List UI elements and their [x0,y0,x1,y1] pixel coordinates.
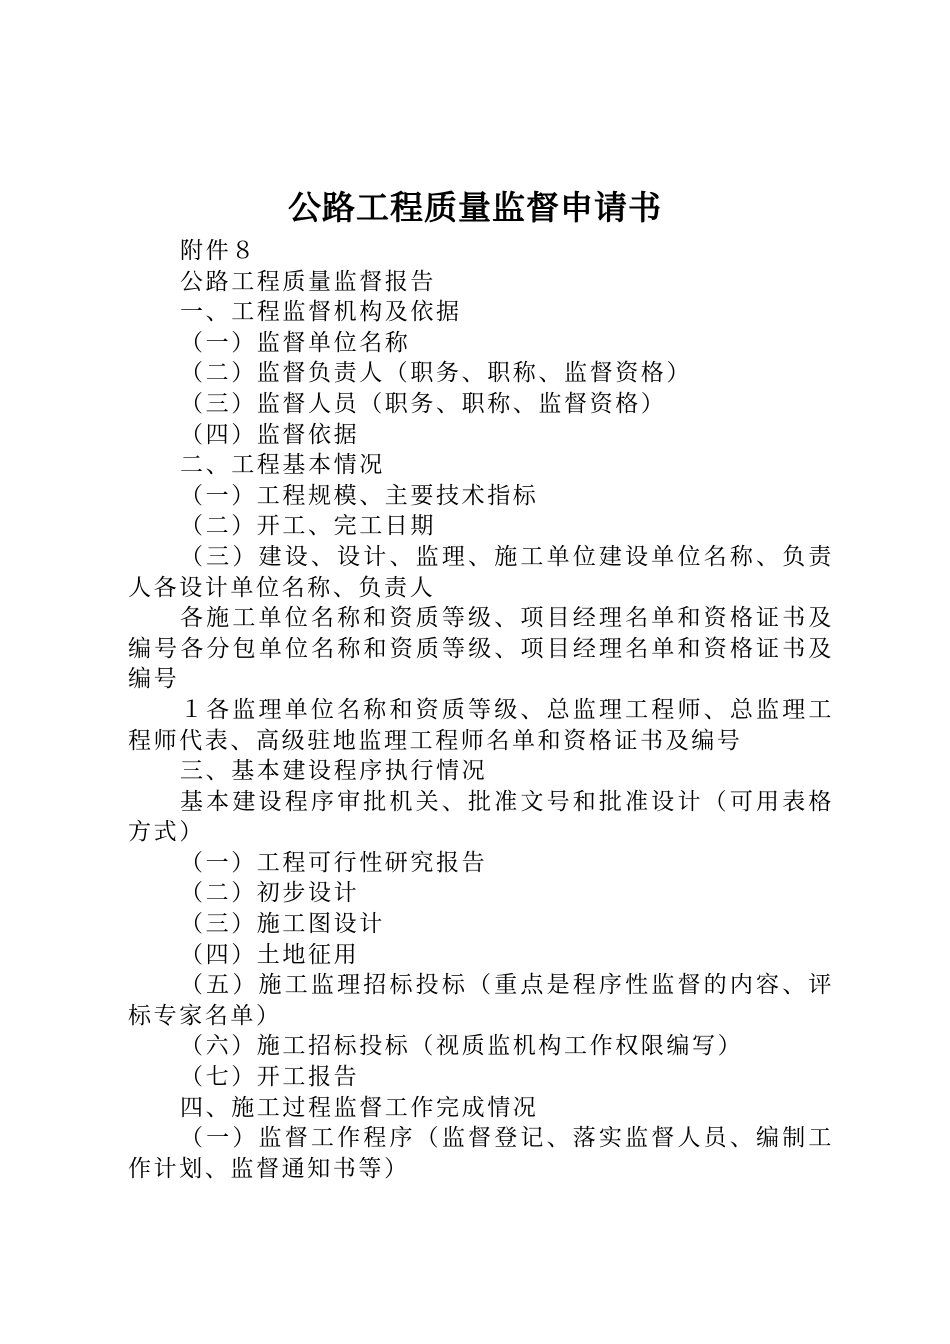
section-heading: 四、施工过程监督工作完成情况 [180,1094,539,1121]
paragraph: （一）监督单位名称 [180,329,411,356]
paragraph: （六）施工招标投标（视质监机构工作权限编写） [180,1033,744,1060]
paragraph: （七）开工报告 [180,1064,360,1091]
document-body [128,236,834,1184]
paragraph: 附件８ [180,238,257,264]
paragraph: （一）工程可行性研究报告 [180,849,488,876]
paragraph: （二）监督负责人（职务、职称、监督资格） [180,360,692,387]
paragraph: （三）监督人员（职务、职称、监督资格） [180,390,667,417]
paragraph: 基本建设程序审批机关、批准文号和批准设计（可用表格方式） [128,788,834,846]
paragraph: 公路工程质量监督报告 [180,268,436,295]
paragraph: （三）建设、设计、监理、施工单位建设单位名称、负责人各设计单位名称、负责人 [128,543,834,601]
paragraph: （二）开工、完工日期 [180,513,436,540]
paragraph: １各监理单位名称和资质等级、总监理工程师、总监理工程师代表、高级驻地监理工程师名单和资格证书及编号 [128,696,834,754]
paragraph: （五）施工监理招标投标（重点是程序性监督的内容、评标专家名单） [128,972,834,1029]
paragraph: （二）初步设计 [180,880,360,907]
paragraph: 各施工单位名称和资质等级、项目经理名单和资格证书及编号各分包单位名称和资质等级、项目经理名单和资格证书及编号 [128,605,834,693]
paragraph: （一）监督工作程序（监督登记、落实监督人员、编制工作计划、监督通知书等） [128,1125,834,1182]
paragraph: （三）施工图设计 [180,911,385,938]
section-heading: 一、工程监督机构及依据 [180,299,462,326]
paragraph: （四）监督依据 [180,421,360,448]
section-heading: 三、基本建设程序执行情况 [180,758,488,785]
paragraph: （一）工程规模、主要技术指标 [180,482,539,509]
section-heading: 二、工程基本情况 [180,452,385,479]
paragraph: （四）土地征用 [180,941,360,968]
document-title: 公路工程质量监督申请书 [288,188,662,227]
